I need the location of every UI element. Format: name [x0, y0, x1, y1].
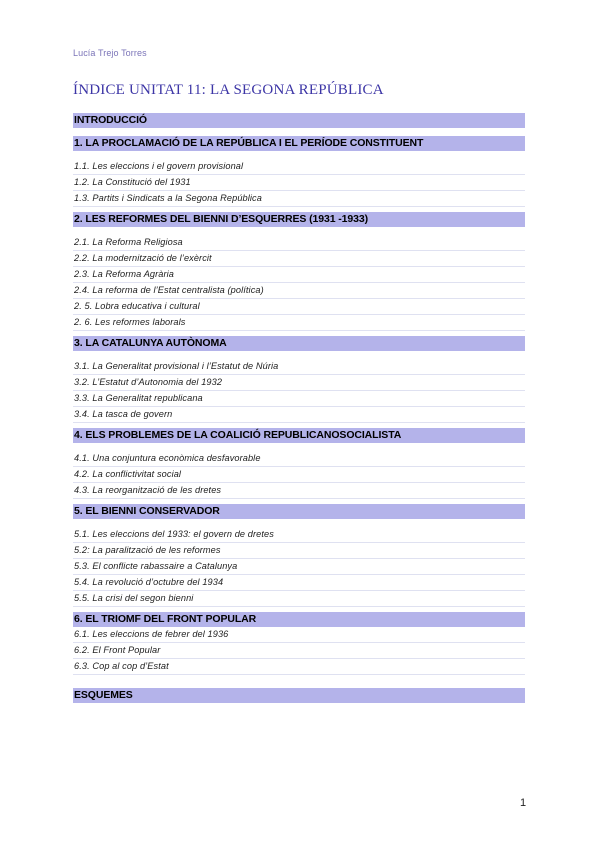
toc-item[interactable]: 5.2: La paralització de les reformes: [73, 543, 525, 559]
section-heading-3[interactable]: 3. LA CATALUNYA AUTÒNOMA: [73, 336, 525, 351]
author-name: Lucía Trejo Torres: [73, 48, 147, 58]
toc-item[interactable]: 2. 6. Les reformes laborals: [73, 315, 525, 331]
section-5-items: [73, 527, 525, 607]
page-title: ÍNDICE UNITAT 11: LA SEGONA REPÚBLICA: [73, 82, 384, 98]
toc-item[interactable]: 2.3. La Reforma Agrària: [73, 267, 525, 283]
toc-item[interactable]: 6.3. Cop al cop d’Estat: [73, 659, 525, 675]
section-heading-6[interactable]: 6. EL TRIOMF DEL FRONT POPULAR: [73, 612, 525, 627]
toc-item[interactable]: 5.1. Les eleccions del 1933: el govern de dretes: [73, 527, 525, 543]
section-heading-5[interactable]: 5. EL BIENNI CONSERVADOR: [73, 504, 525, 519]
section-2-items: [73, 235, 525, 331]
toc-item[interactable]: 3.3. La Generalitat republicana: [73, 391, 525, 407]
section-6-items: [73, 627, 525, 675]
page-number: 1: [520, 797, 527, 809]
toc-item[interactable]: 1.2. La Constitució del 1931: [73, 175, 525, 191]
toc-item[interactable]: 6.1. Les eleccions de febrer del 1936: [73, 627, 525, 643]
section-heading-2[interactable]: 2. LES REFORMES DEL BIENNI D’ESQUERRES (1931 -1933): [73, 212, 525, 227]
section-3-items: [73, 359, 525, 423]
toc-item[interactable]: 4.2. La conflictivitat social: [73, 467, 525, 483]
section-heading-1[interactable]: 1. LA PROCLAMACIÓ DE LA REPÚBLICA I EL PERÍODE CONSTITUENT: [73, 136, 525, 151]
toc-item[interactable]: 3.2. L’Estatut d’Autonomia del 1932: [73, 375, 525, 391]
table-of-contents: [73, 113, 525, 711]
section-heading-4[interactable]: 4. ELS PROBLEMES DE LA COALICIÓ REPUBLICANOSOCIALISTA: [73, 428, 525, 443]
section-4-items: [73, 451, 525, 499]
toc-item[interactable]: 3.1. La Generalitat provisional i l’Estatut de Núria: [73, 359, 525, 375]
toc-item[interactable]: 5.4. La revolució d’octubre del 1934: [73, 575, 525, 591]
toc-item[interactable]: 2. 5. Lobra educativa i cultural: [73, 299, 525, 315]
section-heading-introduccio[interactable]: INTRODUCCIÓ: [73, 113, 525, 128]
toc-item[interactable]: 2.1. La Reforma Religiosa: [73, 235, 525, 251]
toc-item[interactable]: 2.4. La reforma de l’Estat centralista (política): [73, 283, 525, 299]
section-heading-esquemes[interactable]: ESQUEMES: [73, 688, 525, 703]
toc-item[interactable]: 1.1. Les eleccions i el govern provisional: [73, 159, 525, 175]
toc-item[interactable]: 2.2. La modernització de l’exèrcit: [73, 251, 525, 267]
toc-item[interactable]: 4.3. La reorganització de les dretes: [73, 483, 525, 499]
toc-item[interactable]: 4.1. Una conjuntura econòmica desfavorable: [73, 451, 525, 467]
toc-item[interactable]: 5.3. El conflicte rabassaire a Catalunya: [73, 559, 525, 575]
toc-item[interactable]: 6.2. El Front Popular: [73, 643, 525, 659]
toc-item[interactable]: 5.5. La crisi del segon bienni: [73, 591, 525, 607]
toc-item[interactable]: 1.3. Partits i Sindicats a la Segona República: [73, 191, 525, 207]
toc-item[interactable]: 3.4. La tasca de govern: [73, 407, 525, 423]
section-1-items: [73, 159, 525, 207]
